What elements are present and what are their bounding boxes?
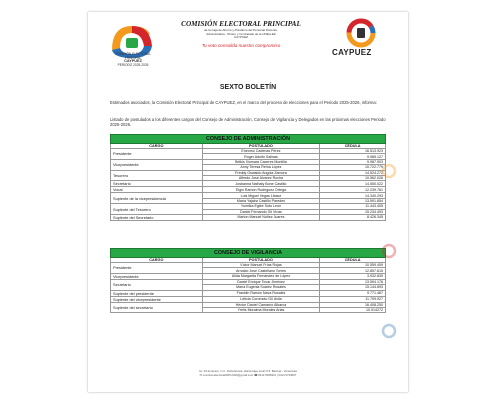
cedula-cell: 11.443.405	[320, 204, 386, 209]
postulado-cell: Alida Margarita Fernández de López	[202, 273, 320, 279]
postulado-cell: Daniel Enrique Tovar Jiménez	[202, 279, 320, 284]
cedula-cell: 10.559.409	[320, 263, 386, 268]
cargo-cell: Presidente	[111, 263, 203, 274]
slogan: Tu voto consolida nuestro compromiso	[201, 42, 281, 48]
postulado-cell: Víctor Manuel Frías Rojas	[202, 263, 320, 268]
cedula-cell: 11.709.927	[320, 296, 386, 302]
cargo-cell: Vicepresidente	[111, 159, 203, 170]
cedula-cell: 13.591.854	[320, 198, 386, 203]
postulado-cell: Anny Teresa Reina López	[202, 165, 320, 170]
letterhead	[88, 12, 408, 67]
table-row	[111, 214, 386, 220]
cargo-cell: Tesorero	[111, 170, 203, 181]
cargo-cell: Vocal	[111, 187, 203, 193]
col-header-postulado: POSTULADO	[202, 144, 320, 149]
vigilance-council-table	[110, 248, 386, 313]
watermark-logo-icon	[378, 162, 400, 180]
cedula-cell: 12.239.761	[320, 187, 386, 193]
left-logo-caption: COMISIÓN ELECTORAL PRINCIPAL CAYPUEZ PERIODO 2025-2026	[115, 52, 151, 67]
col-header-postulado: POSTULADO	[202, 258, 320, 263]
list-paragraph: Listado de postulados a los diferentes cargos del Consejo de Administración, Consejo de Vigilancia y Delegados en las próximas elecciones Periodo 2025-2026.	[110, 117, 386, 128]
cargo-cell: Suplente del Secretario	[111, 214, 203, 220]
postulado-cell: Leticia Coromoto Gil Ávila	[202, 296, 320, 302]
col-header-cargo: CARGO	[111, 144, 203, 149]
cargo-cell: Suplente del presidente	[111, 290, 203, 296]
cedula-cell: 14.340.293	[320, 193, 386, 198]
watermark-logo-icon	[378, 242, 400, 260]
cargo-cell: Suplente de la vicepresidencia	[111, 193, 203, 204]
cargo-cell: Presidente	[111, 149, 203, 160]
brand-wordmark: CAYPUEZ	[332, 48, 372, 57]
postulado-cell: Roger Adolfo Salinas	[202, 154, 320, 159]
bulletin-title: SEXTO BOLETÍN	[219, 84, 277, 91]
postulado-cell: Yumilka Eglee Soto León	[202, 204, 320, 209]
admin-council-table	[110, 134, 386, 221]
col-header-cargo: CARGO	[111, 258, 203, 263]
col-header-cedula: CÉDULA	[320, 144, 386, 149]
postulado-cell: Josbanna Nathaly Bone Castillo	[202, 181, 320, 187]
cedula-cell: 14.550.022	[320, 181, 386, 187]
postulado-cell: María Eugenia Suárez Rosales	[202, 285, 320, 290]
postulado-cell: Belkis Xiomara Caceres Montilla	[202, 159, 320, 164]
org-subtitle: de la Caja de Ahorro y Préstamo del Personal Docente, Administrativo, Obrero y Contratado de la UNELLEZ CAYPUEZ	[204, 28, 278, 40]
cedula-cell: 9.985.127	[320, 154, 386, 159]
cedula-cell: 16.408.250	[320, 302, 386, 307]
document-page	[88, 12, 408, 392]
postulado-cell: Héctor Daniel Camarno Albarca	[202, 302, 320, 307]
postulado-cell: Daniel Fernando Gil Vivas	[202, 209, 320, 214]
postulado-cell: Freddy Oswaldo Angola Zamora	[202, 170, 320, 175]
footer-address: Av. 23 de Enero, C.C. Doña Erosia, planta baja, local N°3. Barinas - Venezuela	[199, 369, 297, 373]
postulado-cell: Elgin Ramón Rodríguez Ortega	[202, 187, 320, 193]
intro-paragraph: Estimados asociados, la Comisión Electoral Principal de CAYPUEZ, en el marco del proceso de elecciones para el Periodo 2025-2026, informa:	[110, 100, 377, 105]
postulado-cell: Franklin Ramón Nava Rosales	[202, 290, 320, 296]
cedula-cell: 10.562.026	[320, 175, 386, 180]
postulado-cell: Alfredo José Alvarez Rocha	[202, 175, 320, 180]
cedula-cell: 9.987.903	[320, 159, 386, 164]
cargo-cell: Suplente del secretario	[111, 302, 203, 313]
footer-contact: ✉ comisionelectoral2025.2026@gmail.com ☎ 0414 5006931 | 0414 5733097	[199, 372, 297, 377]
cedula-cell: 10.722.779	[320, 165, 386, 170]
cedula-cell: 8.426.345	[320, 214, 386, 220]
admin-table-title: CONSEJO DE ADMINISTRACIÓN	[111, 135, 386, 144]
watermark-logo-icon	[378, 322, 400, 340]
col-header-cedula: CÉDULA	[320, 258, 386, 263]
cedula-cell: 15.234.493	[320, 209, 386, 214]
org-title: COMISIÓN ELECTORAL PRINCIPAL	[181, 20, 301, 28]
postulado-cell: Luis Miguel Vegas Libacz	[202, 193, 320, 198]
cedula-cell: 15.144.693	[320, 285, 386, 290]
postulado-cell: Eneomo Cadenas Pérez	[202, 149, 320, 154]
vig-table-title: CONSEJO DE VIGILANCIA	[111, 249, 386, 258]
cargo-cell: Secretario	[111, 181, 203, 187]
letterhead-text	[166, 20, 316, 48]
footer	[88, 370, 408, 377]
cedula-cell: 10.014272	[320, 307, 386, 312]
cedula-cell: 13.594.176	[320, 279, 386, 284]
postulado-cell: Arnoldo José Castellano Torres	[202, 268, 320, 273]
postulado-cell: Yrelis Moraima Morales Arias	[202, 307, 320, 312]
cargo-cell: Suplente del vicepresidente	[111, 296, 203, 302]
postulado-cell: María Yajaira Castillo Paredes	[202, 198, 320, 203]
cedula-cell: 3.932.839	[320, 273, 386, 279]
cedula-cell: 12.857.615	[320, 268, 386, 273]
cargo-cell: Suplente del Tesorero	[111, 204, 203, 215]
cedula-cell: 16.513.923	[320, 149, 386, 154]
cargo-cell: Secretario	[111, 279, 203, 290]
postulado-cell: Marlon Manuel Nuñez Juares	[202, 214, 320, 220]
cedula-cell: 9.771.467	[320, 290, 386, 296]
cedula-cell: 14.524.272	[320, 170, 386, 175]
cargo-cell: Vicepresidente	[111, 273, 203, 279]
